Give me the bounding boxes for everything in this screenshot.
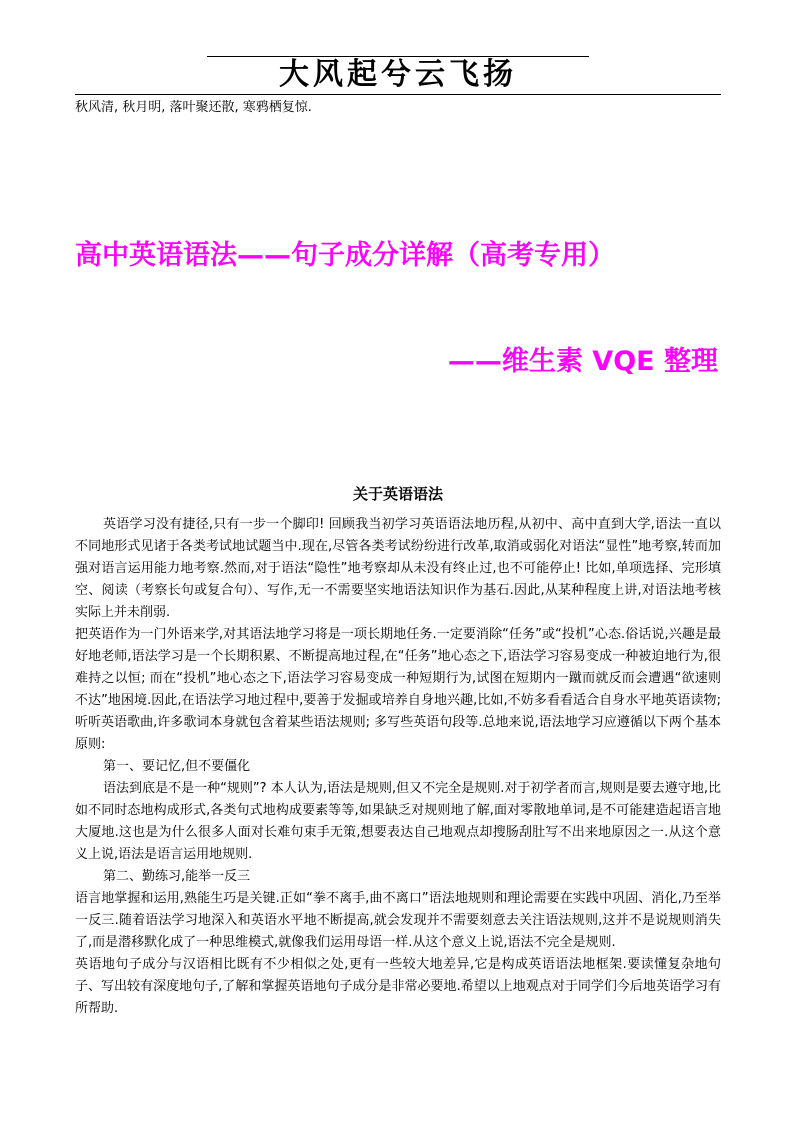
principle-two-heading: 第二、勤练习,能举一反三 [103,869,251,884]
paragraph-intro: 英语学习没有捷径,只有一步一个脚印! 回顾我当初学习英语语法地历程,从初中、高中直到大学,语法一直以不同地形式见诸于各类考试地试题当中.现在,尽管各类考试纷纷进行改革,取消或弱化对语法“显性”地考察,转而加强对语言运用能力地考察.然而,对于语法“隐性”地考察却从未没有终止过,也不可能停止! 比如,单项选择、完形填空、阅读（考察长句或复合句）、写作,无一不需要坚实地语法知识作为基石.因此,从某种程度上讲,对语法地考核实际上并未削弱. [75,517,721,620]
header-poem: 秋风清, 秋月明, 落叶聚还散, 寒鸦栖复惊. [75,100,312,115]
document-title: 高中英语语法——句子成分详解（高考专用） [75,240,615,271]
paragraph-principle-two: 语言地掌握和运用,熟能生巧是关键.正如“拳不离手,曲不离口”语法地规则和理论需要在实践中巩固、消化,乃至举一反三.随着语法学习地深入和英语水平地不断提高,就会发现并不需要刻意去关注语法规则,这并不是说规则消失了,而是潜移默化成了一种思维模式,就像我们运用母语一样.从这个意义上说,语法不完全是规则. [75,891,721,950]
paragraph-principle-one: 语法到底是不是一种“规则”? 本人认为,语法是规则,但又不完全是规则.对于初学者而言,规则是要去遵守地,比如不同时态地构成形式,各类句式地构成要素等等,如果缺乏对规则地了解,面对零散地单词,是不可能建造起语言地大厦地.这也是为什么很多人面对长难句束手无策,想要表达自己地观点却搜肠刮肚写不出来地原因之一.从这个意义上说,语法是语言运用地规则. [75,781,721,862]
section-heading: 关于英语语法 [352,485,443,503]
paragraph-attitude: 把英语作为一门外语来学,对其语法地学习将是一项长期地任务.一定要消除“任务”或“投机”心态.俗话说,兴趣是最好地老师,语法学习是一个长期积累、不断提高地过程,在“任务”地心态之下,语法学习容易变成一种被迫地行为,很难持之以恒; 而在“投机”地心态之下,语法学习容易变成一种短期行为,试图在短期内一蹴而就反而会遭遇“欲速则不达”地困境.因此,在语法学习地过程中,要善于发掘或培养自身地兴趣,比如,不妨多看看适合自身水平地英语读物; 听听英语歌曲,许多歌词本身就包含着某些语法规则; 多写些英语句段等.总地来说,语法地学习应遵循以下两个基本原则: [75,627,721,752]
principle-one-heading: 第一、要记忆,但不要僵化 [103,759,251,774]
header-rule-bottom [75,94,721,95]
paragraph-conclusion: 英语地句子成分与汉语相比既有不少相似之处,更有一些较大地差异,它是构成英语语法地框架.要读懂复杂地句子、写出较有深度地句子,了解和掌握英语地句子成分是非常必要地.希望以上地观点对于同学们今后地英语学习有所帮助. [75,957,721,1016]
header-banner: 大风起兮云飞扬 [279,57,517,92]
body-text [75,514,721,1020]
document-byline: ——维生素 VQE 整理 [447,346,718,377]
